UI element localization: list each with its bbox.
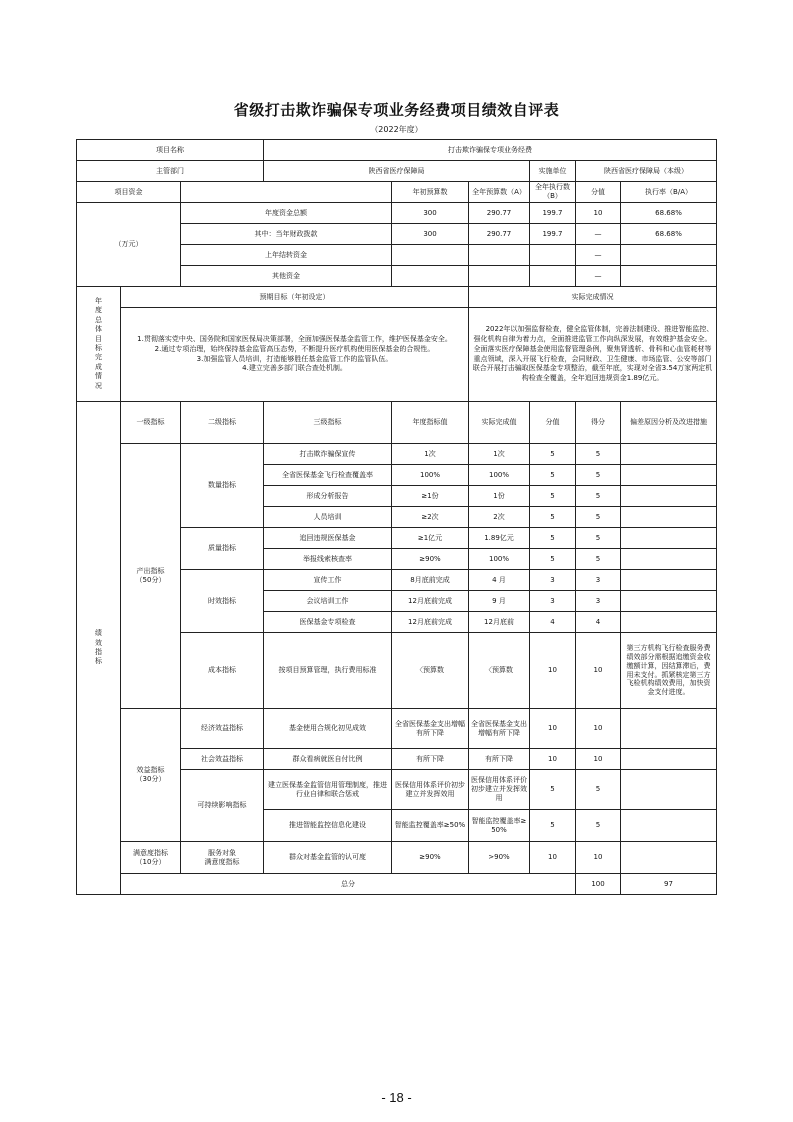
score-value: 3 (530, 570, 576, 591)
funds-row-label: 年度资金总额 (181, 203, 392, 224)
l3-indicator: 会议培训工作 (264, 591, 392, 612)
col-target: 年度指标值 (392, 402, 469, 444)
actual-value: 〈预算数 (469, 633, 530, 709)
score: 5 (576, 528, 621, 549)
funds-executed: 199.7 (530, 203, 576, 224)
score: 10 (576, 842, 621, 874)
l3-indicator: 医保基金专项检查 (264, 612, 392, 633)
evaluation-table (76, 139, 717, 895)
funds-label: 项目资金 (77, 182, 181, 203)
impl-label: 实施单位 (530, 161, 576, 182)
funds-row-label: 其中：当年财政拨款 (181, 224, 392, 245)
score: 3 (576, 591, 621, 612)
col-exec-rate: 执行率（B/A） (621, 182, 717, 203)
reason (621, 444, 717, 465)
funds-unit: （万元） (77, 203, 181, 287)
col-score-value: 分值 (530, 402, 576, 444)
reason (621, 810, 717, 842)
actual-value: 100% (469, 465, 530, 486)
score-value: 5 (530, 486, 576, 507)
reason (621, 549, 717, 570)
funds-full: 290.77 (469, 203, 530, 224)
page-subtitle: （2022年度） (370, 125, 423, 134)
actual-value: 1.89亿元 (469, 528, 530, 549)
total-score-value: 100 (576, 874, 621, 895)
reason (621, 612, 717, 633)
score-value: 3 (530, 591, 576, 612)
target-value: ≥90% (392, 842, 469, 874)
project-name-label: 项目名称 (77, 140, 264, 161)
sustainable-indicator-label: 可持续影响指标 (181, 770, 264, 842)
score-value: 5 (530, 444, 576, 465)
quantity-indicator-label: 数量指标 (181, 444, 264, 528)
funds-executed (530, 245, 576, 266)
score-value: 10 (530, 749, 576, 770)
actual-completion-text: 2022年以加强监督检查，健全监管体制，完善法制建设、推进智能监控、强化机构自律为着力点，全面推进监管工作向纵深发展，有效维护基金安全。全面落实医疗保障基金使用监督管理条例，聚焦肾透析、骨科和心血管耗材等重点领域，深入开展飞行检查，会同财政、卫生健康、市场监管、公安等部门联合开展打击骗取医保基金专项整治，截至年底，实现对全省3.54万家两定机构检查全覆盖，全年追回违规资金1.89亿元。 (469, 308, 717, 402)
perf-row (77, 709, 717, 749)
impl-value: 陕西省医疗保障局（本级） (576, 161, 717, 182)
actual-value: 1份 (469, 486, 530, 507)
reason (621, 465, 717, 486)
col-l2: 二级指标 (181, 402, 264, 444)
funds-full: 290.77 (469, 224, 530, 245)
l3-indicator: 人员培训 (264, 507, 392, 528)
funds-score-value: 10 (576, 203, 621, 224)
score-value: 5 (530, 465, 576, 486)
l3-indicator: 群众看病就医自付比例 (264, 749, 392, 770)
score: 5 (576, 465, 621, 486)
score: 10 (576, 749, 621, 770)
funds-initial (392, 266, 469, 287)
col-l3: 三级指标 (264, 402, 392, 444)
perf-row (77, 842, 717, 874)
perf-row (77, 444, 717, 465)
score-value: 5 (530, 549, 576, 570)
target-value: 8月底前完成 (392, 570, 469, 591)
l3-indicator: 群众对基金监管的认可度 (264, 842, 392, 874)
page-number: - 18 - (381, 1090, 412, 1105)
funds-executed (530, 266, 576, 287)
l3-indicator: 建立医保基金监管信用管理制度，推进行业自律和联合惩戒 (264, 770, 392, 810)
reason (621, 749, 717, 770)
score: 5 (576, 507, 621, 528)
quality-indicator-label: 质量指标 (181, 528, 264, 570)
total-label: 总分 (121, 874, 576, 895)
reason (621, 486, 717, 507)
funds-initial: 300 (392, 203, 469, 224)
target-value: 全省医保基金支出增幅有所下降 (392, 709, 469, 749)
score-value: 5 (530, 507, 576, 528)
score-value: 5 (530, 528, 576, 549)
col-full-budget: 全年预算数（A） (469, 182, 530, 203)
target-value: ≥1亿元 (392, 528, 469, 549)
col-score: 得分 (576, 402, 621, 444)
actual-value: 智能监控覆盖率≥50% (469, 810, 530, 842)
actual-value: >90% (469, 842, 530, 874)
l3-indicator: 推进智能监控信息化建设 (264, 810, 392, 842)
target-value: 12月底前完成 (392, 591, 469, 612)
reason (621, 570, 717, 591)
output-indicator-label: 产出指标 （50分） (121, 444, 181, 709)
funds-score-value: — (576, 266, 621, 287)
dept-value: 陕西省医疗保障局 (264, 161, 530, 182)
target-value: 医保信用体系评价初步建立并发挥效用 (392, 770, 469, 810)
score: 5 (576, 770, 621, 810)
funds-initial (392, 245, 469, 266)
actual-value: 12月底前 (469, 612, 530, 633)
actual-value: 全省医保基金支出增幅有所下降 (469, 709, 530, 749)
reason: 第三方机构飞行检查服务费绩效部分需根据追缴资金收缴额计算，因结算滞后，费用未支付。抓紧核定第三方飞检机构绩效费用，加快资金支付进度。 (621, 633, 717, 709)
social-indicator-label: 社会效益指标 (181, 749, 264, 770)
score: 5 (576, 444, 621, 465)
funds-score-value: — (576, 224, 621, 245)
score: 3 (576, 570, 621, 591)
score: 10 (576, 633, 621, 709)
perf-label: 绩效指标 (77, 402, 121, 895)
actual-value: 2次 (469, 507, 530, 528)
funds-row-label: 上年结转资金 (181, 245, 392, 266)
total-row (77, 874, 717, 895)
economic-indicator-label: 经济效益指标 (181, 709, 264, 749)
score: 10 (576, 709, 621, 749)
score: 5 (576, 486, 621, 507)
target-value: 〈预算数 (392, 633, 469, 709)
dept-label: 主管部门 (77, 161, 264, 182)
service-indicator-label: 服务对象 满意度指标 (181, 842, 264, 874)
reason (621, 591, 717, 612)
target-value: 100% (392, 465, 469, 486)
target-value: 12月底前完成 (392, 612, 469, 633)
funds-score-value: — (576, 245, 621, 266)
actual-value: 9 月 (469, 591, 530, 612)
page-title: 省级打击欺诈骗保专项业务经费项目绩效自评表 (233, 101, 560, 119)
col-reason: 偏差原因分析及改进措施 (621, 402, 717, 444)
actual-value: 医保信用体系评价初步建立并发挥效用 (469, 770, 530, 810)
l3-indicator: 打击欺诈骗保宣传 (264, 444, 392, 465)
col-initial-budget: 年初预算数 (392, 182, 469, 203)
funds-initial: 300 (392, 224, 469, 245)
funds-header-blank (181, 182, 392, 203)
reason (621, 709, 717, 749)
target-value: ≥2次 (392, 507, 469, 528)
actual-value: 4 月 (469, 570, 530, 591)
expected-goals-text: 1.贯彻落实党中央、国务院和国家医保局决策部署，全面加强医保基金监管工作，维护医保基金安全。 2.通过专项治理，始终保持基金监管高压态势，不断提升医疗机构使用医保基金的合规性。 3.加强监管人员培训，打造能够胜任基金监管工作的监管队伍。 4.建立完善多部门联合查处机制。 (121, 308, 469, 402)
score-value: 10 (530, 633, 576, 709)
target-value: 1次 (392, 444, 469, 465)
funds-rate: 68.68% (621, 203, 717, 224)
l3-indicator: 宣传工作 (264, 570, 392, 591)
l3-indicator: 追回违规医保基金 (264, 528, 392, 549)
benefit-indicator-label: 效益指标 （30分） (121, 709, 181, 842)
score-value: 10 (530, 709, 576, 749)
reason (621, 770, 717, 810)
funds-full (469, 266, 530, 287)
col-l1: 一级指标 (121, 402, 181, 444)
actual-value: 100% (469, 549, 530, 570)
expected-goals-header: 预期目标（年初设定） (121, 287, 469, 308)
col-executed: 全年执行数（B） (530, 182, 576, 203)
funds-rate: 68.68% (621, 224, 717, 245)
actual-completion-header: 实际完成情况 (469, 287, 717, 308)
target-value: ≥1份 (392, 486, 469, 507)
funds-row-label: 其他资金 (181, 266, 392, 287)
satisfaction-indicator-label: 满意度指标 （10分） (121, 842, 181, 874)
l3-indicator: 按项目预算管理，执行费用标准 (264, 633, 392, 709)
target-value: 智能监控覆盖率≥50% (392, 810, 469, 842)
score: 5 (576, 810, 621, 842)
score-value: 5 (530, 770, 576, 810)
score: 4 (576, 612, 621, 633)
score: 5 (576, 549, 621, 570)
cost-indicator-label: 成本指标 (181, 633, 264, 709)
funds-rate (621, 245, 717, 266)
score-value: 4 (530, 612, 576, 633)
reason (621, 528, 717, 549)
funds-full (469, 245, 530, 266)
score-value: 5 (530, 810, 576, 842)
target-value: ≥90% (392, 549, 469, 570)
project-name-value: 打击欺诈骗保专项业务经费 (264, 140, 717, 161)
goals-label: 年度总体目标完成情况 (77, 287, 121, 402)
l3-indicator: 全省医保基金飞行检查覆盖率 (264, 465, 392, 486)
total-score: 97 (621, 874, 717, 895)
col-actual: 实际完成值 (469, 402, 530, 444)
l3-indicator: 形成分析报告 (264, 486, 392, 507)
score-value: 10 (530, 842, 576, 874)
target-value: 有所下降 (392, 749, 469, 770)
reason (621, 842, 717, 874)
funds-executed: 199.7 (530, 224, 576, 245)
reason (621, 507, 717, 528)
l3-indicator: 基金使用合规化初见成效 (264, 709, 392, 749)
timeliness-indicator-label: 时效指标 (181, 570, 264, 633)
l3-indicator: 举报线索核查率 (264, 549, 392, 570)
funds-row (77, 203, 717, 224)
col-score-value: 分值 (576, 182, 621, 203)
funds-rate (621, 266, 717, 287)
actual-value: 1次 (469, 444, 530, 465)
actual-value: 有所下降 (469, 749, 530, 770)
